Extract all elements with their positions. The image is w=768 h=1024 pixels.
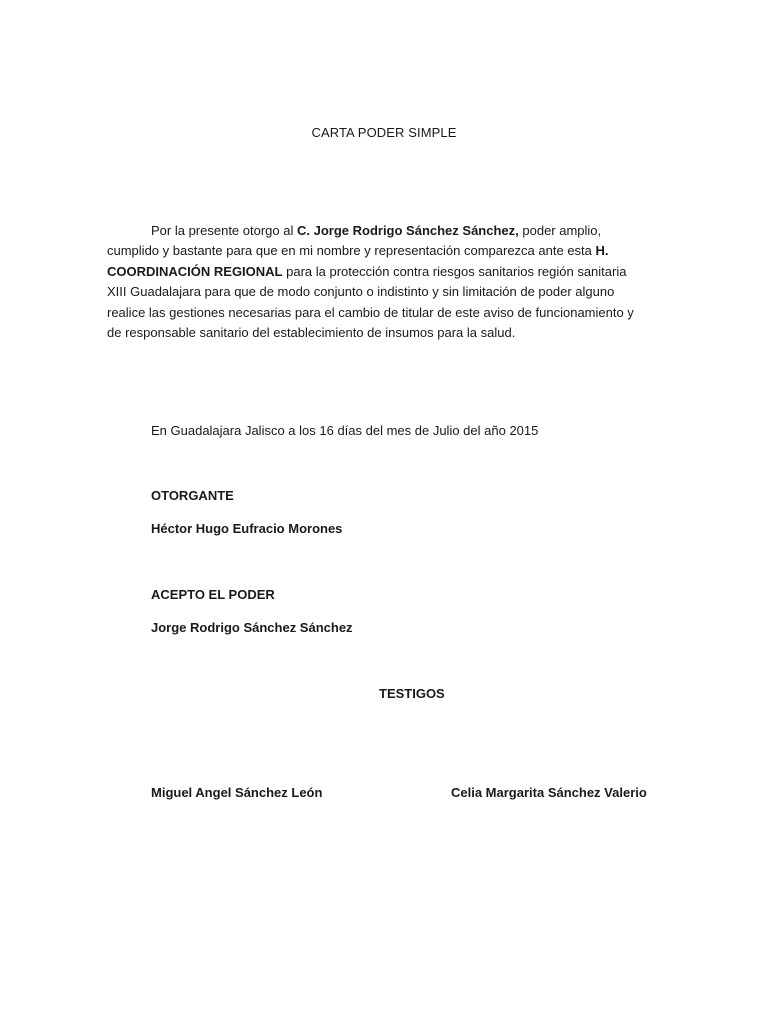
paragraph-bold-authority: H. COORDINACIÓN REGIONAL <box>107 243 609 279</box>
paragraph-text-2: poder amplio, cumplido y bastante para que en mi nombre y representación comparezca ante esta <box>107 223 602 259</box>
testigos-label: TESTIGOS <box>379 686 445 701</box>
date-line: En Guadalajara Jalisco a los 16 días del mes de Julio del año 2015 <box>151 423 539 438</box>
paragraph-text-3: para la protección contra riesgos sanitarios región sanitaria XIII Guadalajara para que de modo conjunto o indistinto y sin limitación de poder alguno realice las gestiones necesarias para el cambio de titular de este aviso de funcionamiento y de responsable sanitario del establecimiento de insumos para la salud. <box>107 263 634 341</box>
paragraph-text-1: Por la presente otorgo al <box>151 223 297 238</box>
paragraph-bold-attorney: C. Jorge Rodrigo Sánchez Sánchez, <box>296 223 519 238</box>
acepto-name: Jorge Rodrigo Sánchez Sánchez <box>151 620 353 635</box>
witness-name: Miguel Angel Sánchez León <box>151 785 323 800</box>
witness-name: Celia Margarita Sánchez Valerio <box>451 785 647 800</box>
document-title: CARTA PODER SIMPLE <box>311 125 457 140</box>
acepto-label: ACEPTO EL PODER <box>151 587 275 602</box>
otorgante-label: OTORGANTE <box>151 488 234 503</box>
otorgante-name: Héctor Hugo Eufracio Morones <box>151 521 343 536</box>
body-paragraph <box>107 221 639 343</box>
